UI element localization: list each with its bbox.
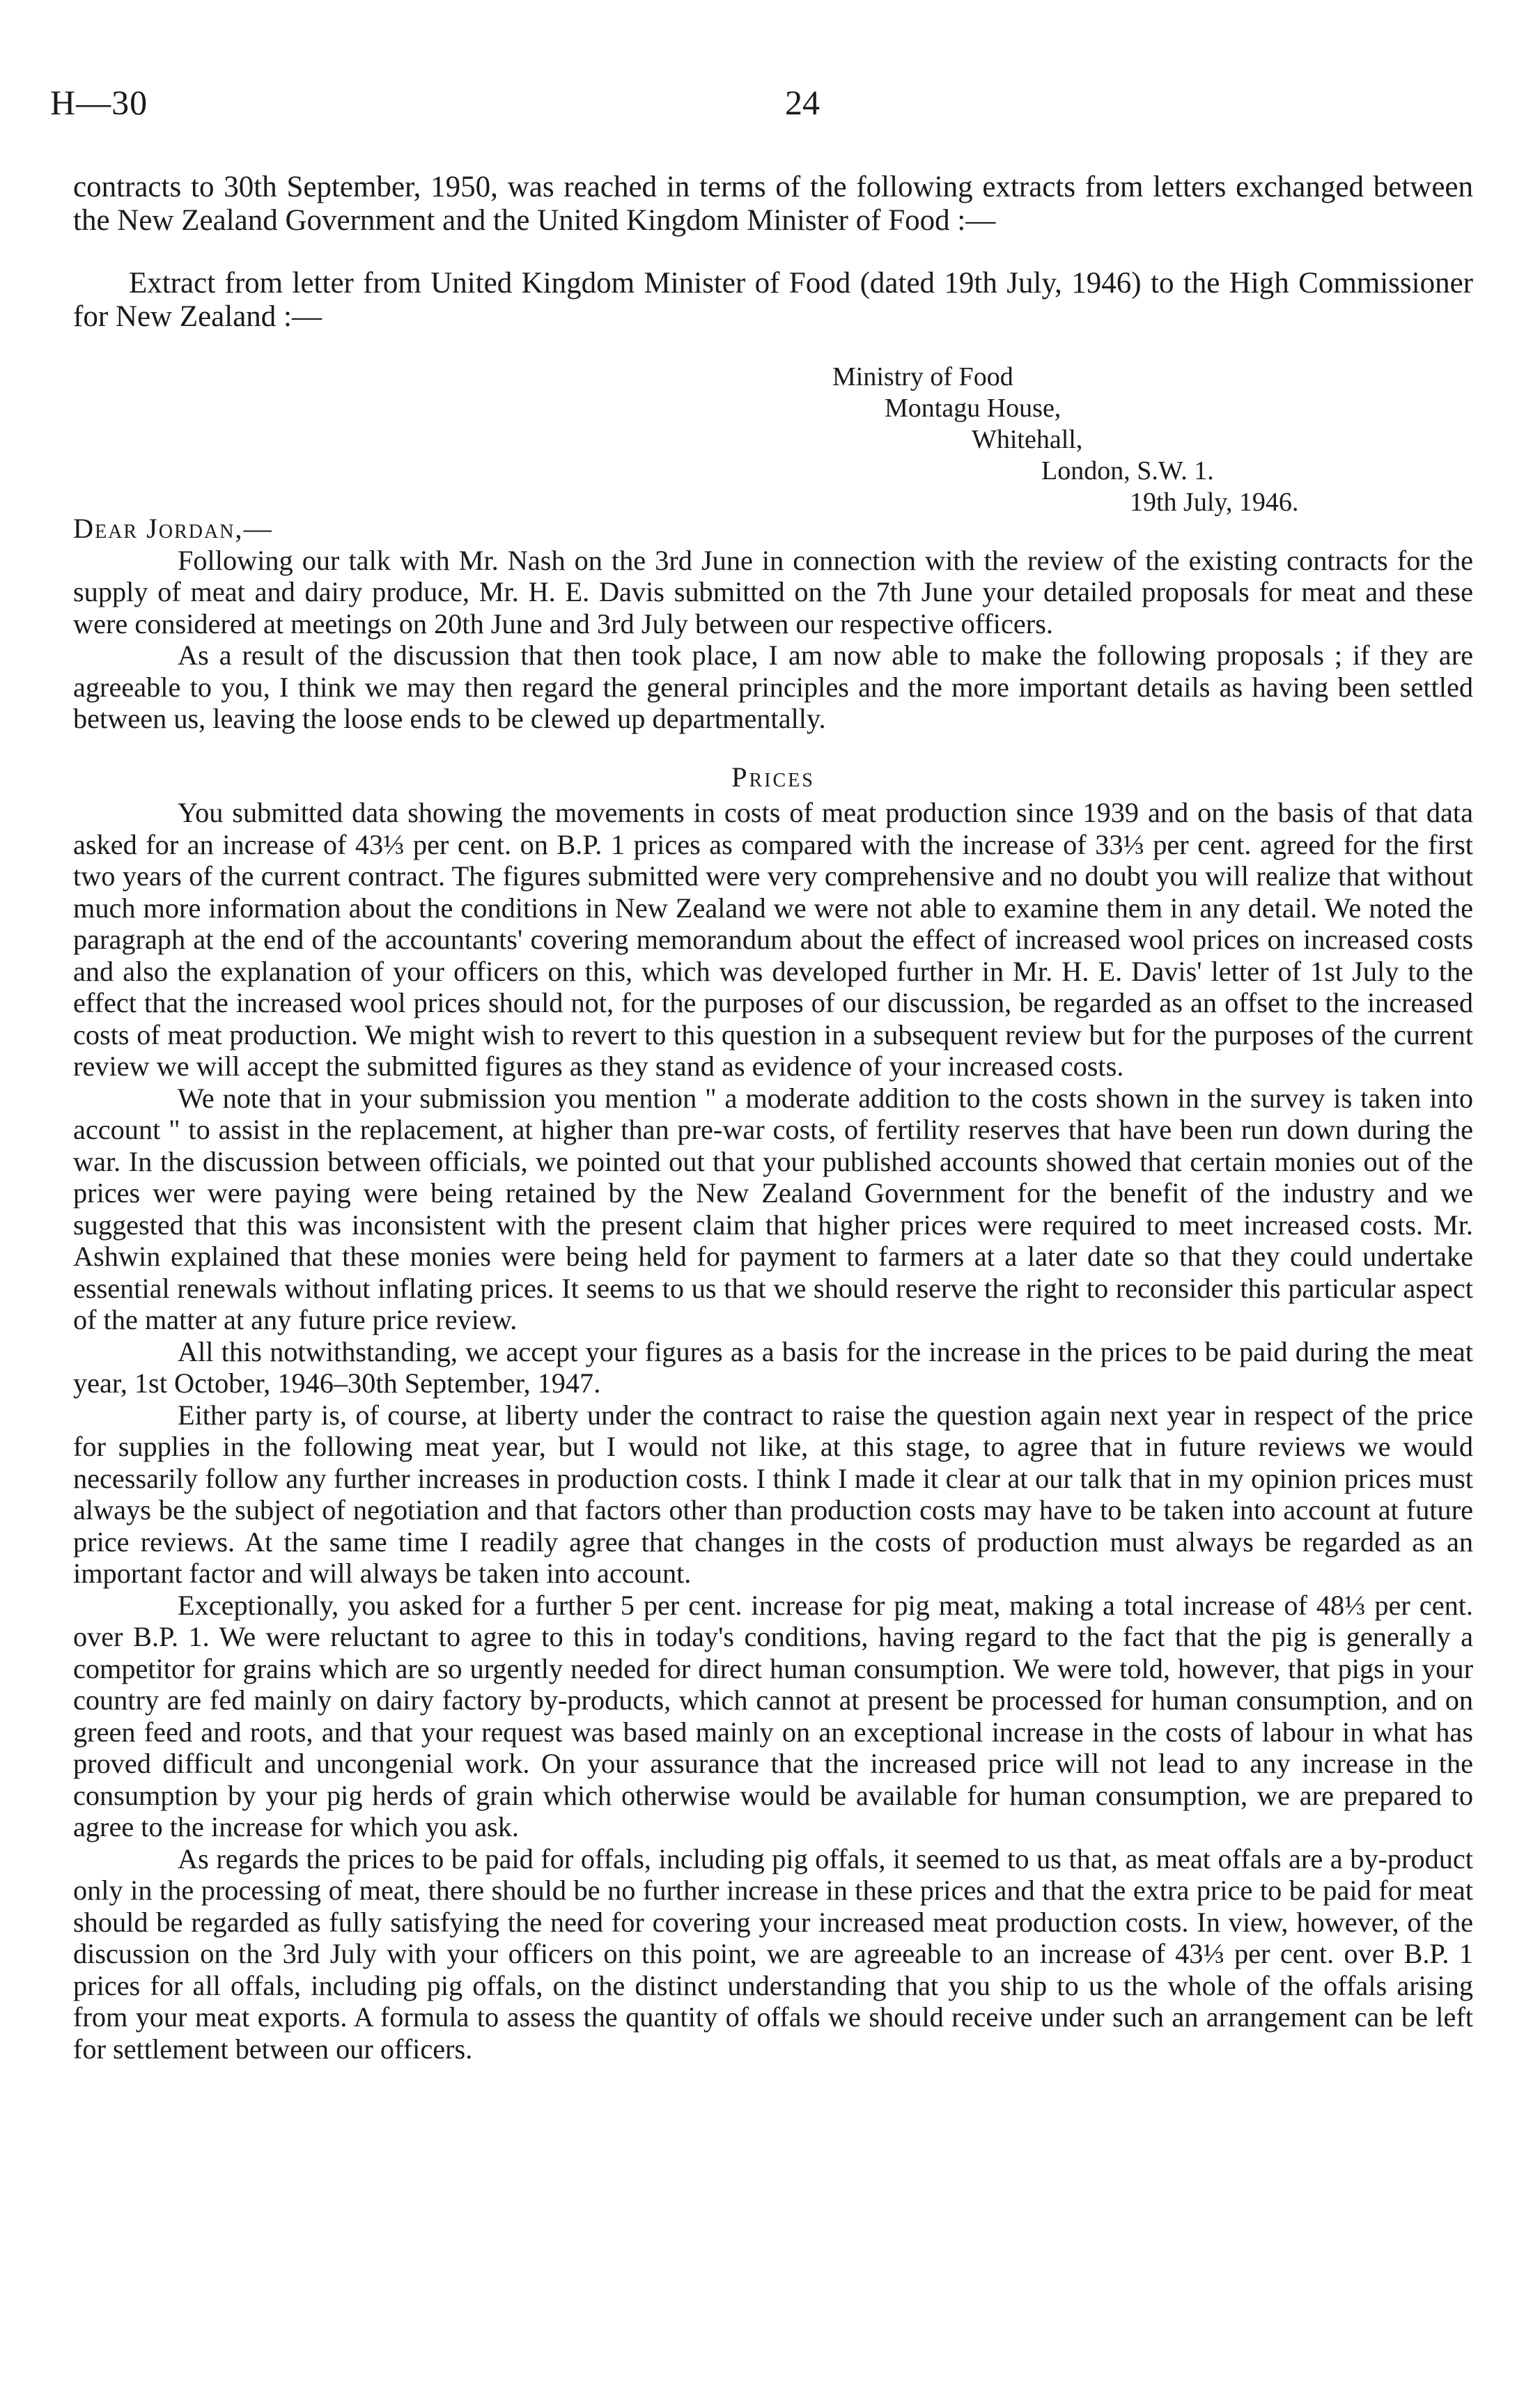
paragraph-4: We note that in your submission you mention " a moderate addition to the costs shown in the survey is taken into account " to assist in the replacement, at higher than pre-war costs, of fertility reserves that have been run down during the war. In the discussion between officials, we pointed out that your published accounts showed that certain monies out of the prices wer were paying were being retained by the New Zealand Government for the benefit of the industry and we suggested that this was inconsistent with the present claim that higher prices were required to meet increased costs. Mr. Ashwin explained that these monies were being held for payment to farmers at a later date so that they could undertake essential renewals without inflating prices. It seems to us that we should reserve the right to reconsider this particular aspect of the matter at any future price review. [73,1082,1473,1335]
page-header [50,82,1490,131]
paragraph-6: Either party is, of course, at liberty under the contract to raise the question again next year in respect of the price for supplies in the following meat year, but I would not like, at this stage, to agree that in future reviews we would necessarily follow any further increases in production costs. I think I made it clear at our talk that in my opinion prices must always be the subject of negotiation and that factors other than production costs may have to be taken into account at future price reviews. At the same time I readily agree that changes in the costs of production must always be regarded as an important factor and will always be taken into account. [73,1399,1473,1589]
address-line-house: Montagu House, [885,394,1061,423]
paragraph-1: Following our talk with Mr. Nash on the 3rd June in connection with the review of the existing contracts for the supply of meat and dairy produce, Mr. H. E. Davis submitted on the 7th June your detailed proposals for meat and these were considered at meetings on 20th June and 3rd July between our respective officers. [73,544,1473,639]
paragraph-7: Exceptionally, you asked for a further 5 per cent. increase for pig meat, making a total increase of 48⅓ per cent. over B.P. 1. We were reluctant to agree to this in today's conditions, having regard to the fact that the pig is generally a competitor for grains which are so urgently needed for direct human consumption. We were told, however, that pigs in your country are fed mainly on dairy factory by-products, which cannot at present be processed for human consumption, and on green feed and roots, and that your request was based mainly on an exceptional increase in the costs of labour in what has proved difficult and uncongenial work. On your assurance that the increased price will not lead to any increase in the consumption by your pig herds of grain which otherwise would be available for human consumption, we are prepared to agree to the increase for which you ask. [73,1589,1473,1842]
address-line-ministry: Ministry of Food [832,362,1013,391]
salutation: Dear Jordan,— [73,513,273,544]
section-heading-prices: Prices [731,761,815,793]
extract-note: Extract from letter from United Kingdom Minister of Food (dated 19th July, 1946) to the High Commissioner for New Zealand :— [73,267,1473,333]
letter-date: 19th July, 1946. [1130,488,1299,517]
page-content [73,171,1473,2065]
paragraph-8: As regards the prices to be paid for offals, including pig offals, it seemed to us that, as meat offals are a by-product only in the processing of meat, there should be no further increase in these prices and that the extra price to be paid for meat should be regarded as fully satisfying the need for covering your increased meat production costs. In view, however, of the discussion on the 3rd July with your officers on this point, we are agreeable to an increase of 43⅓ per cent. over B.P. 1 prices for all offals, including pig offals, on the distinct understanding that you ship to us the whole of the offals arising from your meat exports. A formula to assess the quantity of offals we should receive under such an arrangement can be left for settlement between our officers. [73,1842,1473,2065]
page-number: 24 [785,83,820,122]
address-line-city: London, S.W. 1. [1041,456,1214,486]
paragraph-2: As a result of the discussion that then took place, I am now able to make the following proposals ; if they are agreeable to you, I think we may then regard the general principles and the more important details as having been settled between us, leaving the loose ends to be clewed up departmentally. [73,639,1473,734]
paragraph-5: All this notwithstanding, we accept your figures as a basis for the increase in the prices to be paid during the meat year, 1st October, 1946–30th September, 1947. [73,1335,1473,1399]
intro-paragraph: contracts to 30th September, 1950, was reached in terms of the following extracts from letters exchanged between the New Zealand Government and the United Kingdom Minister of Food :— [73,171,1473,237]
document-id: H—30 [50,83,148,122]
paragraph-3: You submitted data showing the movements in costs of meat production since 1939 and on the basis of that data asked for an increase of 43⅓ per cent. on B.P. 1 prices as compared with the increase of 33⅓ per cent. agreed for the first two years of the current contract. The figures submitted were very comprehensive and no doubt you will realize that without much more information about the conditions in New Zealand we were not able to examine them in any detail. We noted the paragraph at the end of the accountants' covering memorandum about the effect of increased wool prices on increased costs and also the explanation of your officers on this, which was developed further in Mr. H. E. Davis' letter of 1st July to the effect that the increased wool prices should not, for the purposes of our discussion, be regarded as an offset to the increased costs of meat production. We might wish to revert to this question in a subsequent review but for the purposes of the current review we will accept the submitted figures as they stand as evidence of your increased costs. [73,797,1473,1082]
address-line-street: Whitehall, [972,425,1083,454]
letter-address [73,362,1473,518]
